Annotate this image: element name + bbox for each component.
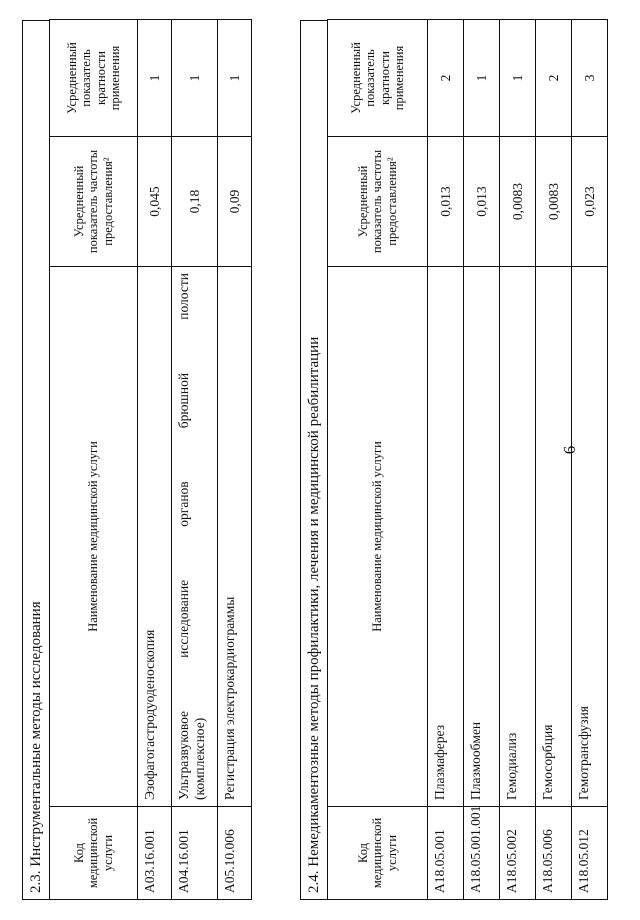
service-name: Гемосорбция — [536, 267, 572, 807]
multiplicity-value: 1 — [464, 20, 500, 137]
service-code: A18.05.006 — [536, 807, 572, 900]
service-name-word: Ультразвуковое — [176, 710, 191, 800]
multiplicity-value: 1 — [218, 20, 252, 137]
header-name: Наименование медицинской услуги — [50, 267, 138, 807]
service-name: Плазмаферез — [428, 267, 464, 807]
service-name: Гемодиализ — [500, 267, 536, 807]
instrumental-methods-section — [22, 20, 252, 900]
service-name-line: (комплексное) — [192, 717, 207, 800]
multiplicity-value: 1 — [172, 20, 218, 137]
header-code: Код медицинской услуги — [328, 807, 428, 900]
table-row — [500, 20, 536, 900]
table-row — [172, 20, 218, 900]
table-header-row — [50, 20, 138, 900]
frequency-value: 0,0083 — [536, 137, 572, 267]
service-code: A18.05.002 — [500, 807, 536, 900]
table-row — [572, 20, 608, 900]
table-row — [464, 20, 500, 900]
service-code: A18.05.012 — [572, 807, 608, 900]
header-multiplicity: Усредненный показатель кратности применения — [328, 20, 428, 137]
service-name: Регистрация электрокардиограммы — [218, 267, 252, 807]
service-name-word: органов — [176, 481, 191, 527]
section-title: 2.3. Инструментальные методы исследования — [22, 20, 49, 900]
service-name: Гемотрансфузия — [572, 267, 608, 807]
multiplicity-value: 2 — [536, 20, 572, 137]
header-frequency: Усредненный показатель частоты предоставления² — [328, 137, 428, 267]
service-name-word: брюшной — [176, 372, 191, 429]
service-name-word: исследование — [176, 579, 191, 658]
frequency-value: 0,023 — [572, 137, 608, 267]
table-row — [428, 20, 464, 900]
service-name: Плазмообмен — [464, 267, 500, 807]
multiplicity-value: 2 — [428, 20, 464, 137]
service-name-word: полости — [176, 273, 191, 320]
service-code: A04.16.001 — [172, 807, 218, 900]
header-name: Наименование медицинской услуги — [328, 267, 428, 807]
non-drug-methods-table — [327, 19, 608, 900]
frequency-value: 0,0083 — [500, 137, 536, 267]
header-multiplicity: Усредненный показатель кратности применения — [50, 20, 138, 137]
table-row — [536, 20, 572, 900]
page-number: 6 — [560, 445, 579, 455]
rotated-content — [20, 20, 620, 900]
header-code: Код медицинской услуги — [50, 807, 138, 900]
frequency-value: 0,013 — [428, 137, 464, 267]
table-row — [218, 20, 252, 900]
service-code: A05.10.006 — [218, 807, 252, 900]
multiplicity-value: 3 — [572, 20, 608, 137]
table-header-row — [328, 20, 428, 900]
multiplicity-value: 1 — [500, 20, 536, 137]
multiplicity-value: 1 — [138, 20, 172, 137]
service-name-line — [176, 273, 192, 800]
service-code: A18.05.001 — [428, 807, 464, 900]
section-title: 2.4. Немедикаментозные методы профилактики, лечения и медицинской реабилитации — [300, 20, 327, 900]
frequency-value: 0,013 — [464, 137, 500, 267]
frequency-value: 0,045 — [138, 137, 172, 267]
instrumental-methods-table — [49, 19, 252, 900]
non-drug-methods-section — [300, 20, 608, 900]
service-code: A18.05.001.001 — [464, 807, 500, 900]
frequency-value: 0,09 — [218, 137, 252, 267]
header-frequency: Усредненный показатель частоты предоставления² — [50, 137, 138, 267]
frequency-value: 0,18 — [172, 137, 218, 267]
service-name — [172, 267, 218, 807]
table-row — [138, 20, 172, 900]
service-name: Эзофагогастродуоденоскопия — [138, 267, 172, 807]
service-code: A03.16.001 — [138, 807, 172, 900]
